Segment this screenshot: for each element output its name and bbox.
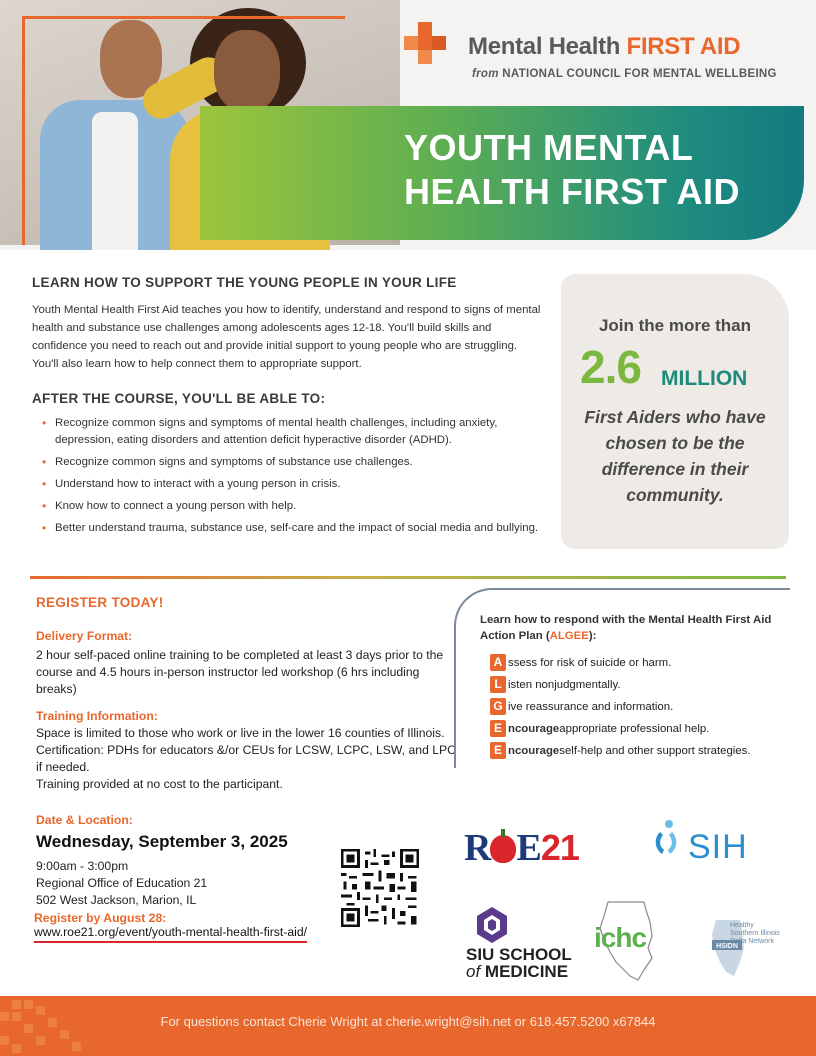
algee-letter: E	[490, 720, 506, 737]
training-eligibility: Space is limited to those who work or live in the lower 16 counties of Illinois. Certification: PDHs for educators &/or CEUs for LCSW, LCPC, LSW, and LPC if needed.	[36, 726, 456, 774]
event-venue: Regional Office of Education 21	[36, 876, 208, 890]
callout-join-text: Join the more than	[598, 316, 752, 335]
apple-icon	[490, 835, 516, 863]
after-course-heading: AFTER THE COURSE, YOU'LL BE ABLE TO:	[32, 391, 326, 406]
algee-letter: G	[490, 698, 506, 715]
event-date: Wednesday, September 3, 2025	[36, 832, 288, 851]
list-item: • Know how to connect a young person with help.	[40, 498, 550, 515]
event-time: 9:00am - 3:00pm	[36, 859, 129, 873]
roe21-logo: R E21	[464, 827, 579, 869]
intro-paragraph: Youth Mental Health First Aid teaches you how to identify, understand and respond to signs of mental health and substance use challenges among adolescents ages 12-18. You'll build skills and confidence you need to reach out and provide initial support to young people who are struggling. You'll also learn how to help connect them to appropriate support.	[32, 304, 541, 370]
algee-letter: A	[490, 654, 506, 671]
sih-logo-icon	[652, 818, 682, 864]
training-label: Training Information:	[36, 709, 158, 723]
section-divider	[30, 576, 786, 579]
training-cost: Training provided at no cost to the participant.	[36, 777, 283, 791]
page-title: YOUTH MENTAL HEALTH FIRST AID	[404, 127, 740, 212]
algee-step: E ncourage self-help and other support strategies.	[490, 742, 790, 759]
algee-step: G ive reassurance and information.	[490, 698, 790, 715]
list-item: • Better understand trauma, substance use, self-care and the impact of social media and bullying.	[40, 520, 550, 537]
algee-step: L isten nonjudgmentally.	[490, 676, 790, 693]
register-by-label: Register by August 28:	[34, 911, 167, 925]
algee-letter: L	[490, 676, 506, 693]
list-item: • Recognize common signs and symptoms of substance use challenges.	[40, 454, 550, 471]
algee-step: A ssess for risk of suicide or harm.	[490, 654, 790, 671]
sih-logo-text: SIH	[688, 828, 748, 866]
brand-subtitle: from NATIONAL COUNCIL FOR MENTAL WELLBEING	[472, 68, 777, 80]
delivery-label: Delivery Format:	[36, 629, 133, 643]
algee-step: E ncourage appropriate professional help.	[490, 720, 790, 737]
siu-medicine-logo-text: SIU SCHOOL of MEDICINE	[466, 945, 572, 981]
algee-steps	[490, 654, 790, 764]
delivery-text: 2 hour self-paced online training to be completed at least 3 days prior to the course and 4.5 hours in-person instructor led workshop (6 hrs including breaks)	[36, 648, 444, 696]
training-text	[36, 725, 456, 793]
callout-unit: MILLION	[661, 367, 748, 390]
registration-link[interactable]: www.roe21.org/event/youth-mental-health-first-aid/	[34, 925, 307, 943]
callout-number: 2.6	[580, 341, 641, 393]
hsidn-logo-text: Healthy Southern Illinois Delta Network	[730, 922, 780, 945]
siu-medicine-logo-icon	[476, 906, 508, 944]
date-label: Date & Location:	[36, 813, 133, 827]
learn-heading: LEARN HOW TO SUPPORT THE YOUNG PEOPLE IN YOUR LIFE	[32, 275, 457, 290]
hsidn-badge-text: HSIDN	[716, 943, 738, 950]
algee-heading: Learn how to respond with the Mental Health First Aid Action Plan (ALGEE):	[480, 614, 772, 642]
mhfa-cross-logo-icon	[404, 22, 460, 66]
algee-letter: E	[490, 742, 506, 759]
callout-text: First Aiders who have chosen to be the difference in their community.	[584, 407, 766, 505]
register-heading: REGISTER TODAY!	[36, 595, 164, 610]
list-item: • Recognize common signs and symptoms of mental health challenges, including anxiety, depression, eating disorders and attention deficit hyperactive disorder (ADHD).	[40, 415, 550, 449]
qr-code[interactable]	[341, 849, 419, 927]
brand-title: Mental Health FIRST AID	[468, 33, 741, 60]
list-item: • Understand how to interact with a young person in crisis.	[40, 476, 550, 493]
ichc-logo-text: ichc	[594, 922, 647, 953]
footer-contact: For questions contact Cherie Wright at cherie.wright@sih.net or 618.457.5200 x67844	[160, 1014, 656, 1029]
outcomes-list	[40, 415, 550, 542]
event-address: 502 West Jackson, Marion, IL	[36, 893, 197, 907]
event-details	[36, 858, 296, 909]
